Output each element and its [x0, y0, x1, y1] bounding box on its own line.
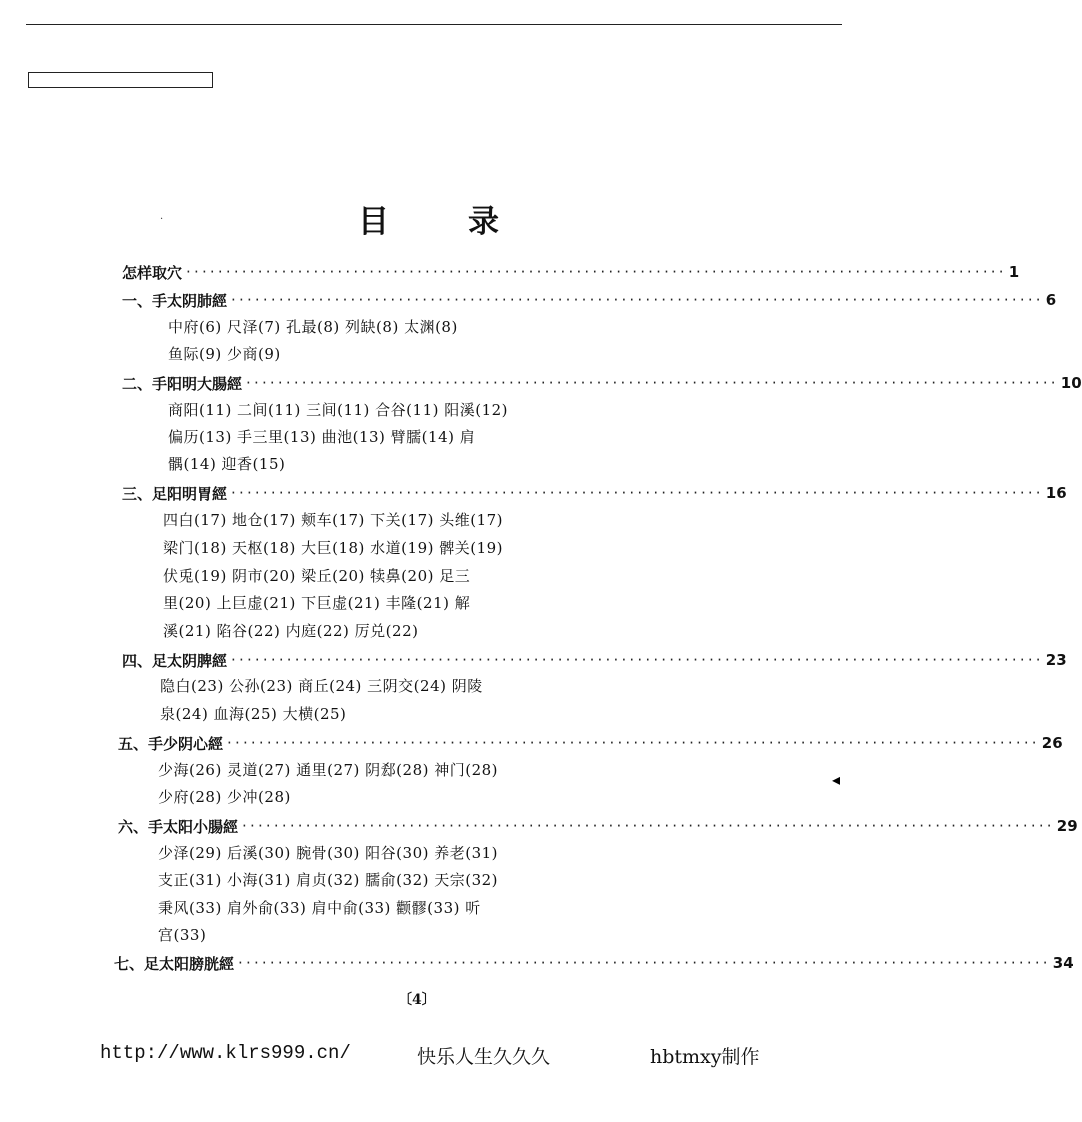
- toc-sub-line: 秉风(33) 肩外俞(33) 肩中俞(33) 颧髎(33) 听: [158, 899, 481, 917]
- toc-leader-dots: ······································································································: [231, 651, 1044, 669]
- toc-leader-dots: ·······································································································: [186, 263, 1007, 281]
- toc-sub-line: 宫(33): [158, 926, 207, 944]
- toc-heading-label: 三、足阳明胃經: [122, 484, 228, 503]
- footer-credit: hbtmxy制作: [650, 1046, 760, 1068]
- toc-page-number: 6: [1045, 291, 1057, 309]
- toc-leader-dots: ······································································································: [227, 734, 1040, 752]
- toc-sub-line: 隐白(23) 公孙(23) 商丘(24) 三阴交(24) 阴陵: [160, 677, 483, 695]
- toc-sub-line: 里(20) 上巨虚(21) 下巨虚(21) 丰隆(21) 解: [163, 594, 471, 612]
- toc-page-number: 29: [1056, 817, 1078, 835]
- scan-speck: ·: [160, 214, 164, 225]
- top-rule: [26, 24, 842, 25]
- page-number: 〔4〕: [398, 992, 436, 1008]
- toc-leader-dots: ······································································································: [231, 484, 1044, 502]
- toc-heading-label: 五、手少阴心經: [118, 734, 224, 753]
- toc-page-number: 26: [1041, 734, 1063, 752]
- toc-page-number: 16: [1045, 484, 1067, 502]
- toc-heading-label: 四、足太阴脾經: [122, 651, 228, 670]
- toc-page-number: 10: [1060, 374, 1082, 392]
- title-char-2: 录: [468, 204, 499, 240]
- top-box: [28, 72, 213, 88]
- toc-sub-line: 伏兎(19) 阴市(20) 梁丘(20) 犊鼻(20) 足三: [163, 567, 471, 585]
- toc-leader-dots: ······································································································: [242, 817, 1055, 835]
- toc-sub-line: 髃(14) 迎香(15): [168, 455, 286, 473]
- toc-heading-spleen: [122, 648, 1067, 672]
- toc-sub-line: 梁门(18) 天枢(18) 大巨(18) 水道(19) 髀关(19): [163, 539, 504, 557]
- toc-page-number: 34: [1052, 954, 1074, 972]
- toc-heading-how-to-locate: [122, 260, 1020, 284]
- toc-sub-line: 少泽(29) 后溪(30) 腕骨(30) 阳谷(30) 养老(31): [158, 844, 499, 862]
- toc-sub-line: 少海(26) 灵道(27) 通里(27) 阴郄(28) 神门(28): [158, 761, 499, 779]
- toc-heading-heart: [118, 731, 1063, 755]
- toc-heading-small-intestine: [118, 814, 1078, 838]
- toc-heading-bladder: [114, 951, 1074, 975]
- toc-leader-dots: ······································································································: [246, 374, 1059, 392]
- toc-sub-line: 少府(28) 少冲(28): [158, 788, 291, 806]
- toc-heading-label: 六、手太阳小腸經: [118, 817, 239, 836]
- toc-sub-line: 鱼际(9) 少商(9): [168, 345, 281, 363]
- footer-slogan: 快乐人生久久久: [417, 1046, 551, 1068]
- toc-page-number: 23: [1045, 651, 1067, 669]
- scan-mark: ◂: [832, 770, 841, 789]
- toc-heading-label: 一、手太阴肺經: [122, 291, 228, 310]
- toc-sub-line: 支正(31) 小海(31) 肩贞(32) 臑俞(32) 天宗(32): [158, 871, 499, 889]
- toc-sub-line: 泉(24) 血海(25) 大横(25): [160, 705, 347, 723]
- toc-leader-dots: ······································································································: [231, 291, 1044, 309]
- toc-heading-label: 怎样取穴: [122, 263, 183, 282]
- footer-url: http://www.klrs999.cn/: [100, 1042, 351, 1064]
- toc-heading-label: 七、足太阳膀胱經: [114, 954, 235, 973]
- toc-sub-line: 偏历(13) 手三里(13) 曲池(13) 臂臑(14) 肩: [168, 428, 476, 446]
- toc-sub-line: 溪(21) 陷谷(22) 内庭(22) 厉兑(22): [163, 622, 419, 640]
- toc-leader-dots: ······································································································: [238, 954, 1051, 972]
- toc-heading-lung: [122, 288, 1057, 312]
- toc-heading-large-intestine: [122, 371, 1082, 395]
- toc-heading-label: 二、手阳明大腸經: [122, 374, 243, 393]
- toc-sub-line: 中府(6) 尺泽(7) 孔最(8) 列缺(8) 太渊(8): [168, 318, 458, 336]
- toc-sub-line: 四白(17) 地仓(17) 颊车(17) 下关(17) 头维(17): [163, 511, 504, 529]
- toc-heading-stomach: [122, 481, 1067, 505]
- toc-sub-line: 商阳(11) 二间(11) 三间(11) 合谷(11) 阳溪(12): [168, 401, 509, 419]
- title-char-1: 目: [358, 204, 389, 240]
- toc-page-number: 1: [1008, 263, 1020, 281]
- page-title: [350, 196, 520, 240]
